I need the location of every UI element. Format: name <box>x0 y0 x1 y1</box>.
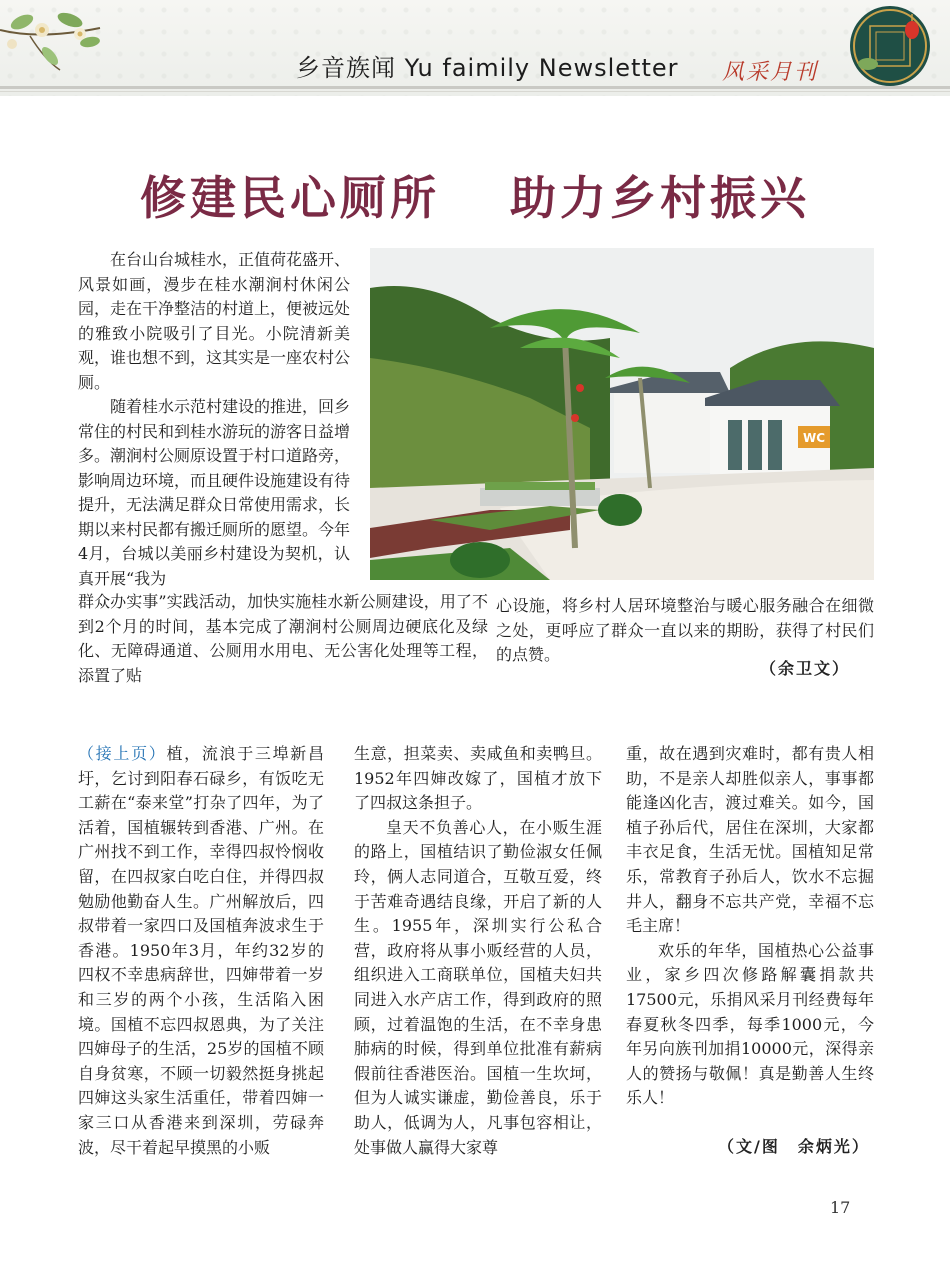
article2-col2-paragraph-1: 生意，担菜卖、卖咸鱼和卖鸭旦。1952年四婶改嫁了，国植才放下了四叔这条担子。 <box>354 744 602 813</box>
page-header <box>0 0 950 96</box>
article2-column-1 <box>78 742 324 1160</box>
newsletter-title: 乡音族闻 Yu faimily Newsletter <box>296 54 679 82</box>
article2-col3-paragraph-2: 欢乐的年华，国植热心公益事业，家乡四次修路解囊捐款共17500元，乐捐风采月刊经费每年春夏秋冬四季，每季1000元，今年另向族刊加捐10000元，深得亲人的赞扬与敬佩！真是勤善人生终乐人！ <box>626 940 874 1108</box>
lantern-emblem <box>848 4 932 88</box>
article2-col1-paragraph <box>78 742 324 1160</box>
article2-column-3 <box>626 742 874 1111</box>
wc-photo <box>370 248 874 580</box>
article2-col3-paragraph-1: 重，故在遇到灾难时，都有贵人相助，不是亲人却胜似亲人，事事都能逢凶化吉，渡过难关。如今，国植子孙后代，居住在深圳，大家都丰衣足食，生活无忧。国植知足常乐，常教育子孙后人，饮水不忘掘井人，翻身不忘共产党，幸福不忘毛主席！ <box>626 744 874 936</box>
continued-label: （接上页） <box>78 744 167 763</box>
article1-paragraph-2: 随着桂水示范村建设的推进，回乡常住的村民和到桂水游玩的游客日益增多。潮涧村公厕原设置于村口道路旁，影响周边环境，而且硬件设施建设有待提升，无法满足群众日常使用需求，长期以来村民都有搬迁厕所的愿望。今年4月，台城以美丽乡村建设为契机，认真开展“我为 <box>78 397 351 588</box>
header-rule-thin <box>0 91 950 92</box>
article1-paragraph-2-continued: 群众办实事”实践活动，加快实施桂水新公厕建设，用了不到2个月的时间，基本完成了潮涧村公厕周边硬底化及绿化、无障碍通道、公厕用水用电、无公害化处理等工程，添置了贴 <box>78 592 488 685</box>
headline-part2: 助力乡村振兴 <box>510 171 810 225</box>
article1-author: （余卫文） <box>760 659 851 678</box>
article1-bottom-text <box>78 590 488 688</box>
wc-sign: WC <box>802 431 826 445</box>
article1-paragraph-1: 在台山台城桂水，正值荷花盛开、风景如画，漫步在桂水潮涧村休闲公园，走在干净整洁的村道上，便被远处的雅致小院吸引了目光。小院清新美观，谁也想不到，这其实是一座农村公厕。 <box>78 250 351 392</box>
headline-part1: 修建民心厕所 <box>140 171 440 225</box>
article1-paragraph-2-end: 心设施，将乡村人居环境整治与暖心服务融合在细微之处，更呼应了群众一直以来的期盼，获得了村民们的点赞。 <box>496 596 874 664</box>
article2-column-2 <box>354 742 602 1160</box>
page-number: 17 <box>830 1198 851 1217</box>
article1-left-column <box>78 248 350 591</box>
article-headline <box>0 162 950 228</box>
flower-branch-decoration <box>0 0 110 80</box>
article2-col2-paragraph-2: 皇天不负善心人，在小贩生涯的路上，国植结识了勤俭淑女任佩玲，俩人志同道合，互敬互爱，终于苦难奇遇结良缘，开启了新的人生。1955年，深圳实行公私合营，政府将从事小贩经营的人员，组织进入工商联单位，国植夫妇共同进入水产店工作，得到政府的照顾，过着温饱的生活，在不幸身患肺病的时候，得到单位批准有薪病假前往香港医治。国植一生坎坷，但为人诚实谦虚，勤俭善良，乐于助人，低调为人，凡事包容相让，处事做人赢得大家尊 <box>354 817 602 1157</box>
article2-author: （文/图 余炳光） <box>718 1137 870 1156</box>
header-rule <box>0 86 950 89</box>
article2-col1-text: 植，流浪于三埠新昌圩，乞讨到阳春石碌乡，有饭吃无工薪在“泰来堂”打杂了四年，为了活着，国植辗转到香港、广州。在广州找不到工作，幸得四叔怜悯收留，在四叔家白吃白住，并得四叔勉励他勤奋人生。广州解放后，四叔带着一家四口及国植奔波求生于香港。1950年3月，年约32岁的四权不幸患病辞世，四婶带着一岁和三岁的两个小孩，生活陷入困境。国植不忘四叔恩典，为了关注四婶母子的生活，25岁的国植不顾自身贫寒，不顾一切毅然挺身挑起四婶这头家生活重任，带着四婶一家三口从香港来到深圳，劳碌奔波，尽干着起早摸黑的小贩 <box>78 744 324 1157</box>
column-name: 风采月刊 <box>722 60 819 85</box>
village-toilet-illustration <box>370 248 874 580</box>
